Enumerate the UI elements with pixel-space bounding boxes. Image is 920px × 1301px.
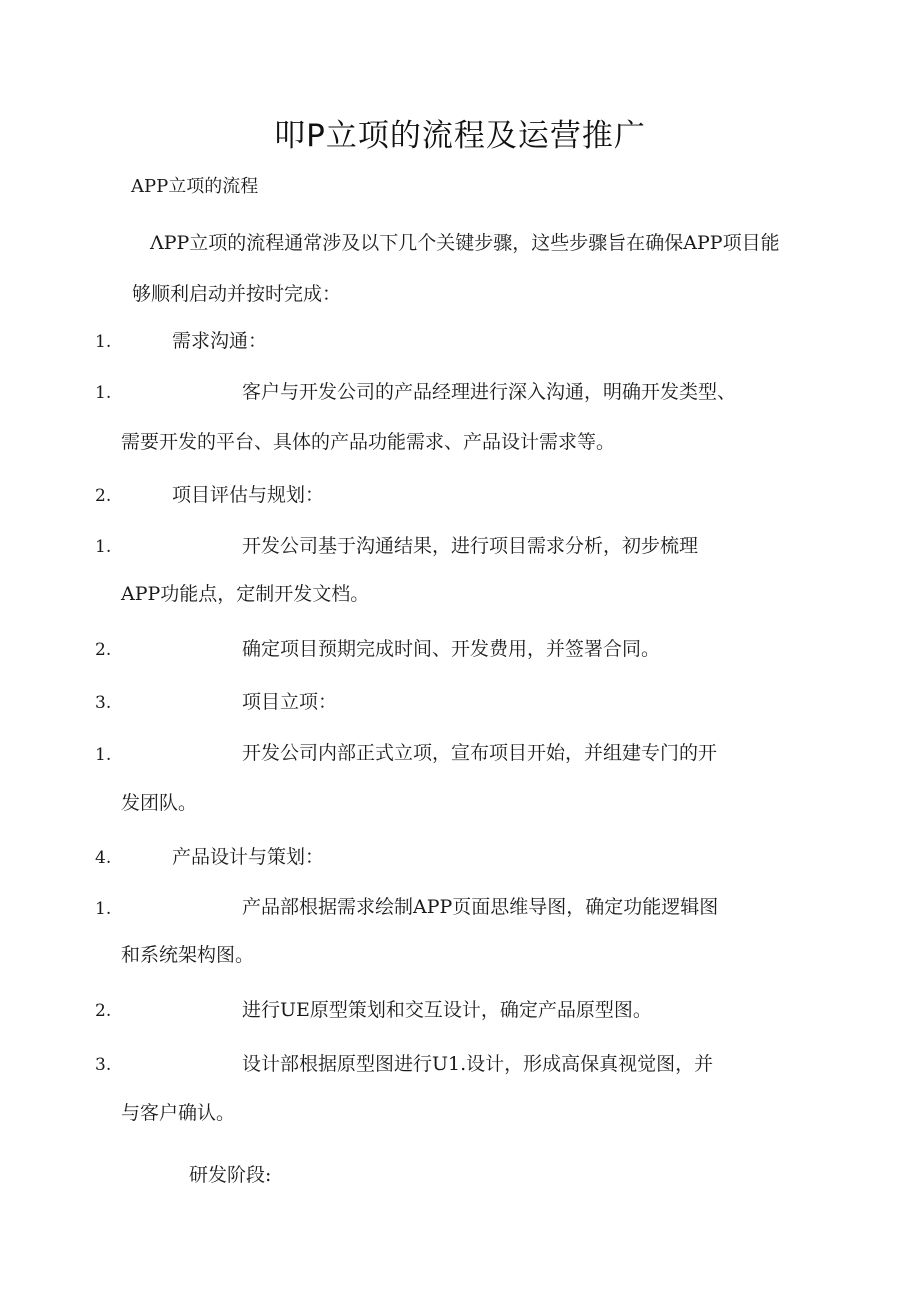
list-number: 4. [95,848,112,868]
list-number: 2. [95,486,112,506]
list-number: 1. [95,537,112,557]
list-item-text: 开发公司内部正式立项，宣布项目开始，并组建专门的开 [242,742,718,764]
list-item-text: 设计部根据原型图进行U1.设计，形成高保真视觉图，并 [242,1053,714,1075]
list-item-text: 产品部根据需求绘制APP页面思维导图，确定功能逻辑图 [242,896,719,918]
list-item-heading: 项目评估与规划： [172,484,325,506]
section-heading: APP立项的流程 [131,176,259,197]
list-item-continuation: 和系统架构图。 [121,944,255,966]
list-number: 1. [95,383,112,403]
section-heading-research: 研发阶段: [189,1164,272,1186]
list-item-text: 开发公司基于沟通结果，进行项目需求分析，初步梳理 [242,535,699,557]
list-number: 2. [95,1001,112,1021]
list-number: 1. [95,899,112,919]
list-item-continuation: 与客户确认。 [121,1102,236,1124]
list-number: 1. [95,745,112,765]
list-item-heading: 项目立项： [242,691,338,713]
list-number: 3. [95,1055,112,1075]
list-number: 1. [95,332,112,352]
list-item-text: 确定项目预期完成时间、开发费用，并签署合同。 [242,638,661,660]
list-item-continuation: 需要开发的平台、具体的产品功能需求、产品设计需求等。 [121,431,616,453]
list-item-text: 进行UE原型策划和交互设计，确定产品原型图。 [242,999,652,1021]
list-item-heading: 产品设计与策划： [172,846,325,868]
list-number: 3. [95,693,112,713]
intro-paragraph-line-1: ΛPP立项的流程通常涉及以下几个关键步骤，这些步骤旨在确保APP项目能 [150,232,780,254]
list-item-heading: 需求沟通： [172,330,268,352]
page-title: 叩P立项的流程及运营推广 [274,118,646,154]
list-item-continuation: 发团队。 [121,792,198,814]
list-item-continuation: APP功能点，定制开发文档。 [121,583,370,605]
list-number: 2. [95,640,112,660]
intro-paragraph-line-2: 够顺利启动并按时完成： [132,283,342,305]
list-item-text: 客户与开发公司的产品经理进行深入沟通，明确开发类型、 [242,381,737,403]
